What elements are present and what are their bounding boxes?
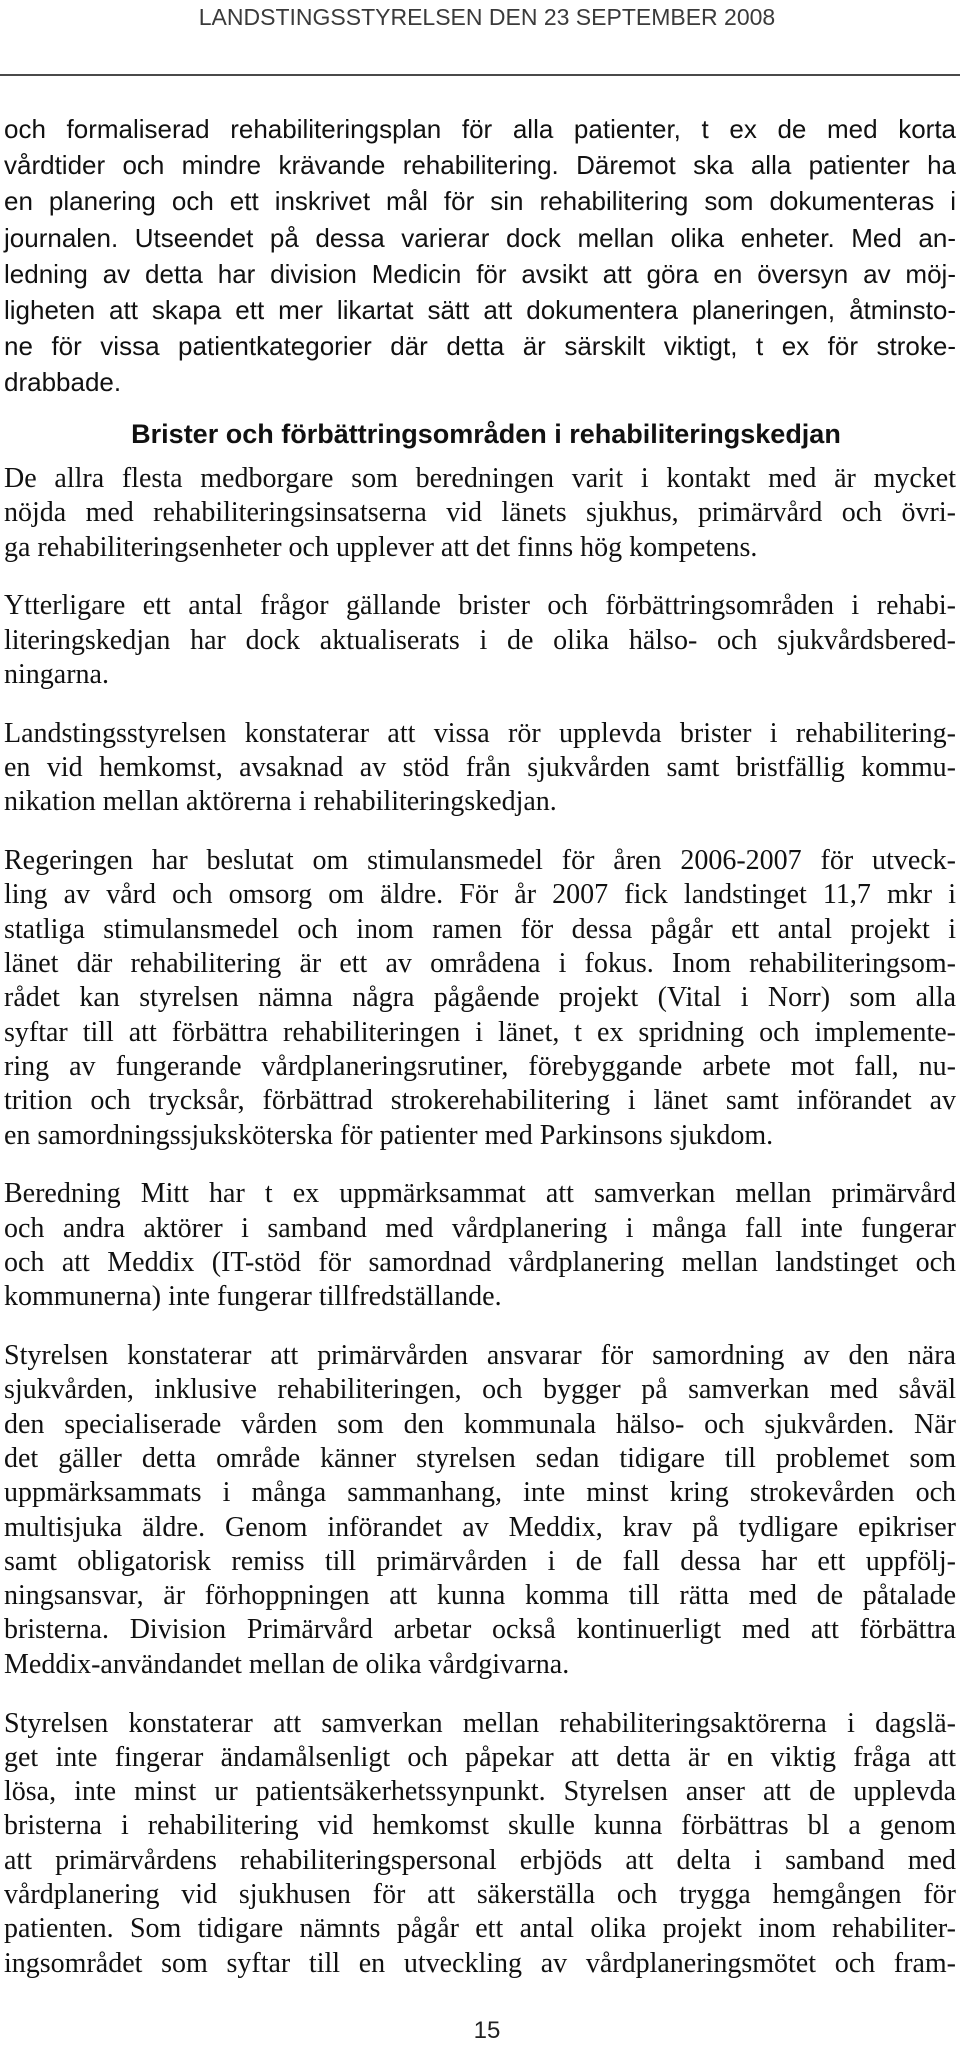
text-line: och andra aktörer i samband med vårdplanering i många fall inte fungerar bbox=[4, 1212, 956, 1244]
text-line: rådet kan styrelsen nämna några pågående projekt (Vital i Norr) som alla bbox=[4, 982, 956, 1014]
text-line: literingskedjan har dock aktualiserats i de olika hälso- och sjukvårdsbered- bbox=[4, 624, 956, 656]
text-line: kommunerna) inte fungerar tillfredställande. bbox=[4, 1281, 502, 1313]
text-line: patienten. Som tidigare nämnts pågår ett antal olika projekt inom rehabiliter- bbox=[4, 1913, 956, 1945]
text-line: ring av fungerande vårdplaneringsrutiner, förebyggande arbete mot fall, nu- bbox=[4, 1050, 956, 1082]
text-line: De allra flesta medborgare som beredningen varit i kontakt med är mycket bbox=[4, 463, 956, 494]
text-line: Landstingsstyrelsen konstaterar att vissa rör upplevda brister i rehabilitering- bbox=[4, 717, 956, 749]
paragraph bbox=[4, 589, 956, 692]
text-line: en vid hemkomst, avsaknad av stöd från sjukvården samt bristfällig kommu- bbox=[4, 752, 956, 784]
text-line: nikation mellan aktörerna i rehabiliteringskedjan. bbox=[4, 786, 557, 818]
text-line: Styrelsen konstaterar att primärvården ansvarar för samordning av den nära bbox=[4, 1340, 956, 1372]
text-line: vårdplanering vid sjukhusen för att säkerställa och trygga hemgången för bbox=[4, 1878, 956, 1910]
text-line: ingsområdet som syftar till en utveckling av vårdplaneringsmötet och fram- bbox=[4, 1947, 956, 1979]
paragraph bbox=[4, 717, 956, 820]
text-line: syftar till att förbättra rehabiliteringen i länet, t ex spridning och implemente- bbox=[4, 1016, 956, 1048]
text-line: ledning av detta har division Medicin för avsikt att göra en översyn av möj- bbox=[4, 258, 956, 289]
text-line: ligheten att skapa ett mer likartat sätt att dokumentera planeringen, åtminsto- bbox=[4, 295, 956, 326]
page-number: 15 bbox=[473, 2017, 501, 2044]
intro-paragraph bbox=[4, 111, 956, 401]
text-line: samt obligatorisk remiss till primärvården i de fall dessa har ett uppfölj- bbox=[4, 1545, 956, 1577]
text-line: get inte fingerar ändamålsenligt och påpekar att detta är en viktig fråga att bbox=[4, 1741, 956, 1773]
text-line: och att Meddix (IT-stöd för samordnad vårdplanering mellan landstinget och bbox=[4, 1246, 956, 1278]
running-header: LANDSTINGSSTYRELSEN DEN 23 SEPTEMBER 2008 bbox=[198, 4, 776, 30]
text-line: ga rehabiliteringsenheter och upplever att det finns hög kompetens. bbox=[4, 531, 758, 563]
text-line: en samordningssjuksköterska för patienter med Parkinsons sjukdom. bbox=[4, 1119, 774, 1151]
text-line: journalen. Utseendet på dessa varierar dock mellan olika enheter. Med an- bbox=[4, 222, 956, 253]
text-line: det gäller detta område känner styrelsen sedan tidigare till problemet som bbox=[4, 1442, 956, 1474]
text-line: vårdtider och mindre krävande rehabilitering. Däremot ska alla patienter ha bbox=[4, 150, 956, 181]
text-line: trition och trycksår, förbättrad strokerehabilitering i länet samt införandet av bbox=[4, 1085, 956, 1117]
text-line: Regeringen har beslutat om stimulansmedel för åren 2006-2007 för utveck- bbox=[4, 845, 956, 877]
text-line: ningsansvar, är förhoppningen att kunna komma till rätta med de påtalade bbox=[4, 1580, 956, 1612]
header-rule bbox=[0, 74, 960, 76]
text-line: nöjda med rehabiliteringsinsatserna vid länets sjukhus, primärvård och övri- bbox=[4, 497, 956, 529]
text-line: Styrelsen konstaterar att samverkan mellan rehabiliteringsaktörerna i dagslä- bbox=[4, 1707, 956, 1739]
text-line: Meddix-användandet mellan de olika vårdgivarna. bbox=[4, 1648, 570, 1680]
paragraph bbox=[4, 844, 956, 1153]
text-line: uppmärksammats i många sammanhang, inte minst kring strokevården och bbox=[4, 1477, 956, 1509]
paragraph bbox=[4, 462, 956, 565]
text-line: ling av vård och omsorg om äldre. För år 2007 fick landstinget 11,7 mkr i bbox=[4, 879, 956, 911]
text-line: Beredning Mitt har t ex uppmärksammat att samverkan mellan primärvård bbox=[4, 1178, 956, 1210]
text-line: multisjuka äldre. Genom införandet av Meddix, krav på tydligare epikriser bbox=[4, 1511, 956, 1543]
text-line: en planering och ett inskrivet mål för sin rehabilitering som dokumenteras i bbox=[4, 186, 956, 217]
text-line: ne för vissa patientkategorier där detta är särskilt viktigt, t ex för stroke- bbox=[4, 331, 956, 362]
paragraph bbox=[4, 1177, 956, 1314]
text-line: länet där rehabilitering är ett av områdena i fokus. Inom rehabiliteringsom- bbox=[4, 948, 956, 980]
text-line: och formaliserad rehabiliteringsplan för alla patienter, t ex de med korta bbox=[4, 114, 956, 144]
text-line: ningarna. bbox=[4, 658, 109, 690]
text-line: statliga stimulansmedel och inom ramen för dessa pågår ett antal projekt i bbox=[4, 913, 956, 945]
text-line: den specialiserade vården som den kommunala hälso- och sjukvården. När bbox=[4, 1408, 956, 1440]
text-line: sjukvården, inklusive rehabiliteringen, och bygger på samverkan med såväl bbox=[4, 1374, 956, 1406]
text-line: drabbade. bbox=[4, 367, 122, 398]
section-heading: Brister och förbättringsområden i rehabiliteringskedjan bbox=[131, 419, 841, 449]
paragraph bbox=[4, 1339, 956, 1682]
text-line: lösa, inte minst ur patientsäkerhetssynpunkt. Styrelsen anser att de upplevda bbox=[4, 1776, 956, 1808]
text-line: bristerna. Division Primärvård arbetar också kontinuerligt med att förbättra bbox=[4, 1614, 956, 1646]
text-line: att primärvårdens rehabiliteringspersonal erbjöds att delta i samband med bbox=[4, 1844, 956, 1876]
paragraph bbox=[4, 1707, 956, 1981]
text-line: bristerna i rehabilitering vid hemkomst skulle kunna förbättras bl a genom bbox=[4, 1810, 956, 1842]
section-body bbox=[4, 462, 956, 1981]
text-line: Ytterligare ett antal frågor gällande brister och förbättringsområden i rehabi- bbox=[4, 590, 956, 622]
